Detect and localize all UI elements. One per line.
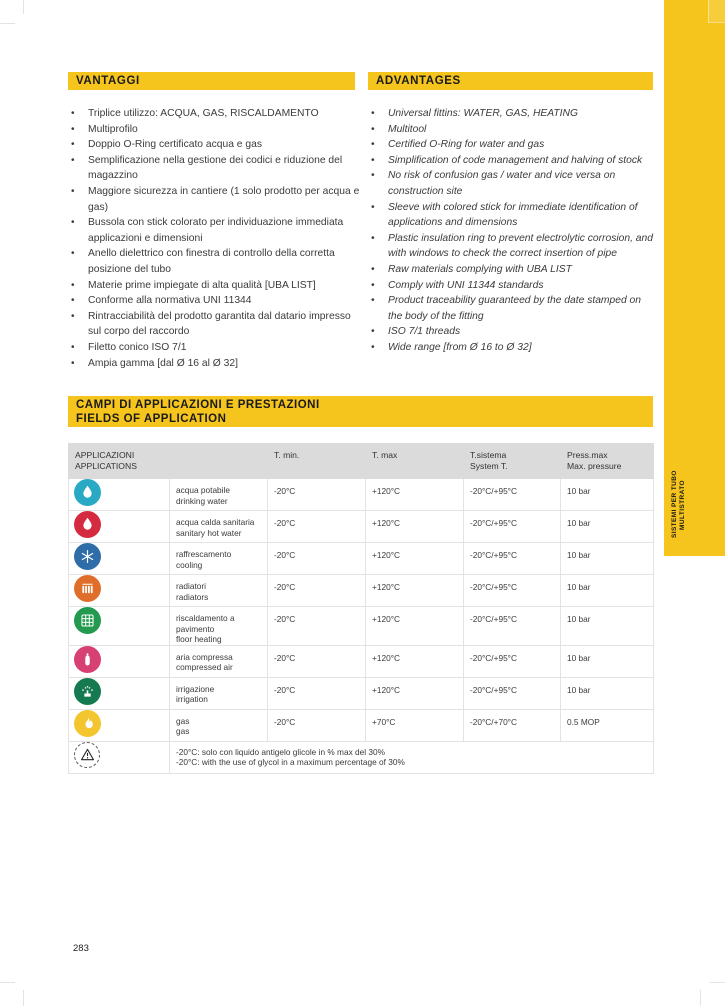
list-item: • Filetto conico ISO 7/1	[68, 340, 360, 356]
page-number: 283	[73, 943, 89, 954]
application-name-it: aria compressa	[176, 651, 233, 662]
application-name-en: irrigation	[176, 694, 208, 704]
application-name-en: sanitary hot water	[176, 527, 242, 538]
t-min-value: -20°C	[268, 677, 366, 709]
list-item: • Plastic insulation ring to prevent electrolytic corrosion, and with windows to check the correct insertion of pipe	[368, 231, 653, 262]
warning-icon	[74, 742, 100, 768]
table-row	[69, 543, 654, 575]
list-item: • Doppio O-Ring certificato acqua e gas	[68, 137, 360, 153]
application-name-en: cooling	[176, 559, 203, 570]
t-min-value: -20°C	[268, 709, 366, 741]
band-corner-mark	[708, 0, 725, 23]
list-item: • Wide range [from Ø 16 to Ø 32]	[368, 340, 653, 356]
application-name-en: radiators	[176, 591, 209, 602]
list-item: • Simplification of code management and halving of stock	[368, 153, 653, 169]
advantages-title: ADVANTAGES	[368, 72, 653, 90]
sanitary-hot-water-icon	[74, 511, 101, 538]
table-row	[69, 575, 654, 607]
crop-mark	[23, 0, 24, 14]
cooling-icon	[74, 543, 101, 570]
t-max-value: +120°C	[366, 543, 464, 575]
crop-mark	[710, 982, 725, 983]
list-item: • Certified O-Ring for water and gas	[368, 137, 653, 153]
t-min-value: -20°C	[268, 607, 366, 646]
t-max-value: +120°C	[366, 479, 464, 511]
list-item: • Conforme alla normativa UNI 11344	[68, 293, 360, 309]
t-max-value: +120°C	[366, 645, 464, 677]
table-row	[69, 677, 654, 709]
header-t-max: T. max	[366, 444, 464, 479]
list-item: • Rintracciabilità del prodotto garantita dal datario impresso sul corpo del raccordo	[68, 309, 360, 340]
applications-section-title-en: FIELDS OF APPLICATION	[76, 413, 227, 425]
pressure-value: 0.5 MOP	[561, 709, 654, 741]
application-name-it: acqua potabile	[176, 485, 230, 495]
side-tab-line2: MULTISTRATO	[679, 480, 686, 530]
t-min-value: -20°C	[268, 645, 366, 677]
list-item: • Sleeve with colored stick for immediate identification of applications and dimensions	[368, 200, 653, 231]
table-header-row	[69, 444, 654, 479]
crop-mark	[0, 23, 15, 24]
t-system-value: -20°C/+95°C	[464, 607, 561, 646]
pressure-value: 10 bar	[561, 645, 654, 677]
compressed-air-icon	[74, 646, 101, 673]
glycol-note-en: -20°C: with the use of glycol in a maximum percentage of 30%	[176, 757, 405, 767]
t-min-value: -20°C	[268, 479, 366, 511]
crop-mark	[23, 990, 24, 1006]
list-item: • Semplificazione nella gestione dei codici e riduzione del magazzino	[68, 153, 360, 184]
header-applications: APPLICAZIONI APPLICATIONS	[69, 444, 268, 479]
floor-heating-icon	[74, 607, 101, 634]
applications-section-title-it: CAMPI DI APPLICAZIONI E PRESTAZIONI	[76, 399, 320, 411]
vantaggi-list	[68, 106, 360, 371]
table-row	[69, 607, 654, 646]
applications-table	[68, 443, 653, 774]
pressure-value: 10 bar	[561, 479, 654, 511]
t-system-value: -20°C/+95°C	[464, 575, 561, 607]
t-system-value: -20°C/+95°C	[464, 511, 561, 543]
gas-icon	[74, 710, 101, 737]
irrigation-icon	[74, 678, 101, 705]
table-row	[69, 479, 654, 511]
application-name-en: gas	[176, 726, 190, 736]
list-item: • Bussola con stick colorato per individuazione immediata applicazioni e dimensioni	[68, 215, 360, 246]
vantaggi-title: VANTAGGI	[68, 72, 355, 90]
list-item: • Comply with UNI 11344 standards	[368, 278, 653, 294]
list-item: • Universal fittins: WATER, GAS, HEATING	[368, 106, 653, 122]
t-max-value: +120°C	[366, 575, 464, 607]
t-min-value: -20°C	[268, 575, 366, 607]
header-t-min: T. min.	[268, 444, 366, 479]
t-system-value: -20°C/+70°C	[464, 709, 561, 741]
radiators-icon	[74, 575, 101, 602]
t-max-value: +120°C	[366, 511, 464, 543]
t-min-value: -20°C	[268, 511, 366, 543]
side-tab	[646, 472, 712, 538]
list-item: • Triplice utilizzo: ACQUA, GAS, RISCALDAMENTO	[68, 106, 360, 122]
advantages-list	[368, 106, 653, 356]
list-item: • Maggiore sicurezza in cantiere (1 solo prodotto per acqua e gas)	[68, 184, 360, 215]
application-name-en: compressed air	[176, 662, 233, 672]
list-item: • Materie prime impiegate di alta qualità [UBA LIST]	[68, 278, 360, 294]
table-row	[69, 645, 654, 677]
table-note-row	[69, 741, 654, 773]
applications-section-title	[68, 396, 653, 427]
t-system-value: -20°C/+95°C	[464, 645, 561, 677]
list-item: • Raw materials complying with UBA LIST	[368, 262, 653, 278]
application-name-it: gas	[176, 715, 190, 726]
list-item: • Multiprofilo	[68, 122, 360, 138]
pressure-value: 10 bar	[561, 677, 654, 709]
pressure-value: 10 bar	[561, 511, 654, 543]
table-row	[69, 709, 654, 741]
application-name-it: irrigazione	[176, 683, 215, 694]
application-name-it: acqua calda sanitaria	[176, 517, 255, 527]
t-max-value: +120°C	[366, 677, 464, 709]
t-min-value: -20°C	[268, 543, 366, 575]
application-name-en: floor heating	[176, 634, 222, 644]
list-item: • Ampia gamma [dal Ø 16 al Ø 32]	[68, 356, 360, 372]
application-name-it: raffrescamento	[176, 549, 232, 559]
header-t-system: T.sistema System T.	[464, 444, 561, 479]
list-item: • Anello dielettrico con finestra di controllo della corretta posizione del tubo	[68, 246, 360, 277]
drinking-water-icon	[74, 479, 101, 506]
header-pressure: Press.max Max. pressure	[561, 444, 654, 479]
list-item: • ISO 7/1 threads	[368, 324, 653, 340]
pressure-value: 10 bar	[561, 543, 654, 575]
t-system-value: -20°C/+95°C	[464, 479, 561, 511]
glycol-note	[170, 741, 654, 773]
list-item: • Product traceability guaranteed by the date stamped on the body of the fitting	[368, 293, 653, 324]
application-name-it: riscaldamento a pavimento	[176, 613, 235, 634]
pressure-value: 10 bar	[561, 575, 654, 607]
crop-mark	[700, 990, 701, 1006]
crop-mark	[0, 982, 15, 983]
application-name-en: drinking water	[176, 495, 228, 506]
t-max-value: +70°C	[366, 709, 464, 741]
side-tab-line1: SISTEMI PER TUBO	[670, 470, 678, 538]
table-row	[69, 511, 654, 543]
pressure-value: 10 bar	[561, 607, 654, 646]
t-system-value: -20°C/+95°C	[464, 677, 561, 709]
application-name-it: radiatori	[176, 581, 206, 591]
t-max-value: +120°C	[366, 607, 464, 646]
list-item: • No risk of confusion gas / water and vice versa on construction site	[368, 168, 653, 199]
glycol-note-it: -20°C: solo con liquido antigelo glicole in % max del 30%	[176, 746, 386, 757]
list-item: • Multitool	[368, 122, 653, 138]
t-system-value: -20°C/+95°C	[464, 543, 561, 575]
